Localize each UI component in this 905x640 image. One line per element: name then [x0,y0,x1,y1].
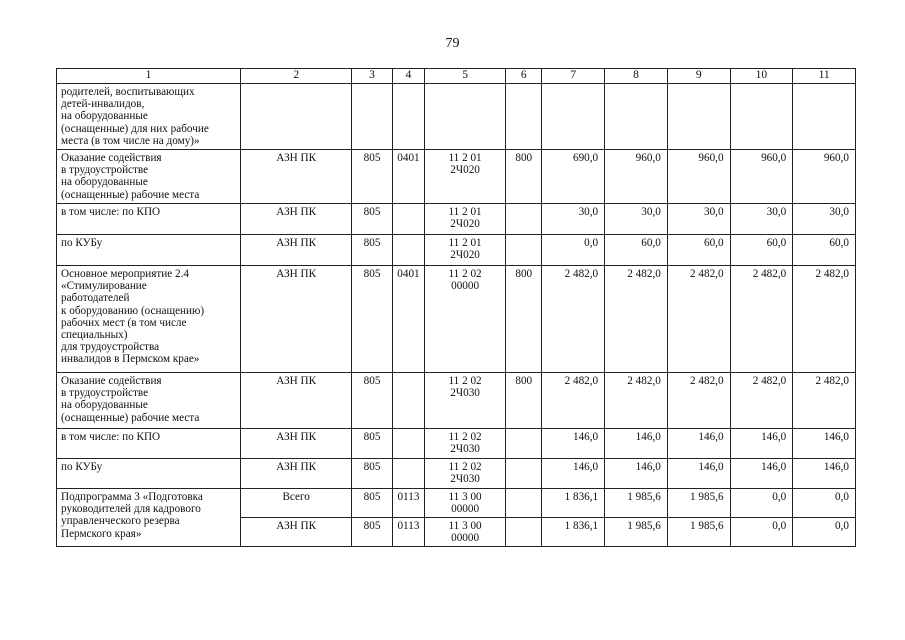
amount-cell [667,235,730,266]
item-name-cell-line: по КУБу [61,461,103,473]
target-article-cell-line: 2Ч020 [450,164,480,177]
admin-cell [241,429,352,459]
admin-cell-text: АЗН ПК [276,431,317,443]
item-name-cell-line: рабочих мест (в том числе [61,316,187,329]
target-article-cell [425,84,506,150]
subsection-code-cell-text [393,459,424,461]
subsection-code-cell-text [393,429,424,431]
amount-cell [667,84,730,150]
item-name-cell-line: детей-инвалидов, [61,98,145,111]
item-name-cell [57,373,241,429]
item-name-cell-line: для трудоустройства [61,341,160,354]
target-article-cell [425,266,506,373]
amount-cell-text [668,84,730,86]
table-row [57,84,856,150]
column-header: 8 [605,69,668,84]
expense-type-cell-text [506,489,541,491]
subsection-code-cell-text: 0113 [397,520,420,532]
section-code-cell [352,235,392,266]
column-header-row [57,69,856,84]
amount-cell-text: 2 482,0 [815,268,849,280]
item-name-cell-line: в трудоустройстве [61,164,149,177]
target-article-cell-line: 11 2 02 [448,268,482,280]
amount-cell-text: 2 482,0 [564,268,599,280]
admin-cell [241,150,352,204]
section-code-cell-text: 805 [363,152,381,164]
target-article-cell-text [425,489,505,515]
target-article-cell-line: 11 2 02 [448,431,482,443]
admin-cell-text: Всего [282,491,310,503]
amount-cell [667,204,730,235]
item-name-cell-line: на оборудованные [61,110,148,123]
amount-cell-text: 1 985,6 [689,491,724,503]
amount-cell [730,489,793,518]
expense-type-cell-text [506,204,541,206]
subsection-code-cell-text: 0113 [397,491,420,503]
expense-type-cell-text: 800 [515,152,533,164]
amount-cell [793,84,856,150]
item-name-cell-line: родителей, воспитывающих [61,86,195,98]
amount-cell [730,204,793,235]
admin-cell-text: АЗН ПК [276,268,317,280]
amount-cell-text: 30,0 [578,206,599,218]
section-code-cell [352,489,392,518]
amount-cell [605,235,668,266]
amount-cell [793,518,856,547]
amount-cell [542,489,605,518]
amount-cell [542,459,605,489]
amount-cell [542,266,605,373]
item-name-cell-line: (оснащенные) рабочие места [61,188,200,201]
target-article-cell-line: 00000 [451,280,480,293]
section-code-cell [352,429,392,459]
table-row [57,429,856,459]
target-article-cell-text [425,459,505,485]
target-article-cell-line: 2Ч030 [450,387,480,400]
target-article-cell-text [425,429,505,455]
expense-type-cell [506,373,542,429]
amount-cell [667,429,730,459]
amount-cell [730,518,793,547]
expense-type-cell [506,84,542,150]
amount-cell [793,235,856,266]
target-article-cell-line: 11 2 01 [448,152,482,164]
target-article-cell-line: 11 2 01 [448,206,482,218]
budget-table [56,68,856,547]
subsection-code-cell-text [393,373,424,375]
amount-cell-text: 690,0 [572,152,599,164]
amount-cell [542,204,605,235]
section-code-cell-text [352,84,391,86]
item-name-cell-text [57,204,240,218]
amount-cell [793,150,856,204]
item-name-cell-line: Основное мероприятие 2.4 [61,268,189,280]
amount-cell [605,373,668,429]
amount-cell-text: 146,0 [761,431,787,443]
admin-cell [241,266,352,373]
amount-cell-text: 146,0 [823,431,849,443]
amount-cell [793,204,856,235]
column-header: 5 [425,69,506,84]
admin-cell-text: АЗН ПК [276,206,317,218]
amount-cell-text: 2 482,0 [815,375,849,387]
subsection-code-cell [392,150,424,204]
amount-cell-text: 30,0 [766,206,787,218]
target-article-cell-line: 2Ч030 [450,443,480,456]
amount-cell-text: 30,0 [641,206,661,218]
amount-cell-text: 0,0 [835,520,849,532]
subsection-code-cell [392,235,424,266]
amount-cell [542,373,605,429]
target-article-cell-text [425,373,505,399]
target-article-cell-line: 11 2 02 [448,375,482,387]
section-code-cell [352,204,392,235]
target-article-cell [425,235,506,266]
amount-cell [730,235,793,266]
column-header: 4 [392,69,424,84]
expense-type-cell-text [506,518,541,520]
item-name-cell [57,459,241,489]
table-row [57,235,856,266]
expense-type-cell-text [506,429,541,431]
target-article-cell-line: 11 2 01 [448,237,482,249]
item-name-cell-line: «Стимулирование [61,280,147,293]
amount-cell-text: 960,0 [635,152,661,164]
item-name-cell-line: (оснащенные) для них рабочие [61,122,209,135]
section-code-cell [352,373,392,429]
target-article-cell-line: 11 2 02 [448,461,482,473]
amount-cell [730,373,793,429]
target-article-cell-line: 00000 [451,532,480,545]
table-row [57,489,856,518]
column-header: 9 [667,69,730,84]
admin-cell-text: АЗН ПК [276,520,317,532]
target-article-cell-line: 00000 [451,503,480,516]
table-row [57,150,856,204]
amount-cell [667,266,730,373]
amount-cell [730,150,793,204]
amount-cell-text [731,84,793,86]
amount-cell-text: 1 836,1 [564,520,599,532]
column-header: 10 [730,69,793,84]
target-article-cell [425,518,506,547]
column-header: 3 [352,69,392,84]
subsection-code-cell [392,489,424,518]
section-code-cell-text: 805 [363,431,381,443]
amount-cell-text: 1 985,6 [627,520,661,532]
item-name-cell-text [57,489,240,540]
amount-cell [542,429,605,459]
target-article-cell-line: 2Ч030 [450,473,480,486]
section-code-cell [352,518,392,547]
item-name-cell-line: (оснащенные) рабочие места [61,411,200,424]
section-code-cell-text: 805 [363,237,381,249]
section-code-cell-text: 805 [363,491,381,503]
target-article-cell-line: 2Ч020 [450,218,480,231]
item-name-cell-text [57,235,240,249]
admin-cell-text: АЗН ПК [276,461,317,473]
column-header: 2 [241,69,352,84]
item-name-cell [57,266,241,373]
item-name-cell [57,235,241,266]
item-name-cell-text [57,266,240,366]
amount-cell-text: 146,0 [572,461,599,473]
amount-cell-text: 60,0 [641,237,661,249]
item-name-cell-line: руководителей для кадрового [61,503,201,516]
target-article-cell-text [425,266,505,292]
section-code-cell-text: 805 [363,461,381,473]
admin-cell-text: АЗН ПК [276,152,317,164]
amount-cell [730,429,793,459]
amount-cell-text: 960,0 [761,152,787,164]
item-name-cell-line: Оказание содействия [61,375,162,387]
expense-type-cell [506,150,542,204]
expense-type-cell [506,429,542,459]
item-name-cell [57,429,241,459]
amount-cell [605,204,668,235]
amount-cell [793,459,856,489]
amount-cell-text: 30,0 [703,206,724,218]
section-code-cell [352,150,392,204]
table-row [57,266,856,373]
section-code-cell-text: 805 [363,206,381,218]
item-name-cell-line: специальных) [61,329,128,342]
item-name-cell [57,84,241,150]
item-name-cell-line: на оборудованные [61,176,148,189]
amount-cell [542,150,605,204]
target-article-cell [425,373,506,429]
amount-cell [605,518,668,547]
amount-cell-text: 146,0 [698,431,724,443]
admin-cell-text [241,84,351,86]
item-name-cell-text [57,429,240,443]
item-name-cell-line: Подпрограмма 3 «Подготовка [61,491,203,503]
amount-cell-text: 146,0 [635,431,661,443]
amount-cell [605,84,668,150]
admin-cell-text: АЗН ПК [276,375,317,387]
item-name-cell-line: по КУБу [61,237,103,249]
amount-cell [605,489,668,518]
amount-cell [605,459,668,489]
table-body [57,84,856,547]
expense-type-cell-text [506,235,541,237]
item-name-cell-line: к оборудованию (оснащению) [61,304,205,317]
expense-type-cell [506,266,542,373]
admin-cell [241,84,352,150]
amount-cell [667,373,730,429]
expense-type-cell [506,235,542,266]
column-header: 7 [542,69,605,84]
item-name-cell-line: в том числе: по КПО [61,206,161,218]
amount-cell [667,150,730,204]
section-code-cell-text: 805 [363,268,381,280]
amount-cell-text [605,84,667,86]
section-code-cell [352,84,392,150]
amount-cell [730,84,793,150]
amount-cell-text: 0,0 [772,520,787,532]
amount-cell-text [542,84,604,86]
target-article-cell-text [425,518,505,544]
amount-cell [793,429,856,459]
table-row [57,204,856,235]
item-name-cell-line: места (в том числе на дому)» [61,134,200,147]
section-code-cell-text: 805 [363,520,381,532]
expense-type-cell-text: 800 [515,375,533,387]
admin-cell [241,489,352,518]
target-article-cell [425,459,506,489]
amount-cell-text: 2 482,0 [627,268,661,280]
item-name-cell-text [57,150,240,201]
expense-type-cell-text: 800 [515,268,533,280]
admin-cell [241,518,352,547]
item-name-cell-text [57,459,240,473]
expense-type-cell [506,204,542,235]
amount-cell-text: 2 482,0 [564,375,599,387]
amount-cell [605,266,668,373]
admin-cell [241,373,352,429]
item-name-cell-line: Оказание содействия [61,152,162,164]
subsection-code-cell [392,266,424,373]
target-article-cell-text [425,204,505,230]
expense-type-cell-text [506,459,541,461]
amount-cell [542,235,605,266]
item-name-cell [57,204,241,235]
item-name-cell-text [57,84,240,147]
table-row [57,373,856,429]
subsection-code-cell [392,429,424,459]
amount-cell-text: 60,0 [703,237,724,249]
amount-cell [667,459,730,489]
amount-cell-text: 146,0 [698,461,724,473]
section-code-cell [352,459,392,489]
target-article-cell-line: 2Ч020 [450,249,480,262]
amount-cell-text: 1 985,6 [627,491,661,503]
subsection-code-cell [392,373,424,429]
section-code-cell-text: 805 [363,375,381,387]
target-article-cell [425,204,506,235]
subsection-code-cell-text: 0401 [397,152,420,164]
admin-cell [241,235,352,266]
amount-cell-text: 146,0 [635,461,661,473]
item-name-cell-text [57,373,240,424]
item-name-cell [57,489,241,547]
item-name-cell-line: Пермского края» [61,527,142,540]
amount-cell [793,373,856,429]
amount-cell-text: 2 482,0 [752,375,787,387]
column-header: 11 [793,69,856,84]
target-article-cell-line: 11 3 00 [448,520,482,532]
section-code-cell [352,266,392,373]
amount-cell-text: 146,0 [761,461,787,473]
subsection-code-cell [392,518,424,547]
amount-cell [605,150,668,204]
amount-cell-text: 30,0 [829,206,849,218]
amount-cell-text: 2 482,0 [689,375,724,387]
subsection-code-cell-text [393,235,424,237]
amount-cell-text: 0,0 [772,491,787,503]
admin-cell-text: АЗН ПК [276,237,317,249]
expense-type-cell-text [506,84,541,86]
target-article-cell [425,429,506,459]
amount-cell-text: 0,0 [584,237,599,249]
amount-cell [542,518,605,547]
target-article-cell-line: 11 3 00 [448,491,482,503]
amount-cell-text: 2 482,0 [689,268,724,280]
amount-cell [667,489,730,518]
item-name-cell-line: управленческого резерва [61,515,180,528]
subsection-code-cell-text [393,204,424,206]
item-name-cell [57,150,241,204]
amount-cell [605,429,668,459]
amount-cell-text: 960,0 [698,152,724,164]
item-name-cell-line: в том числе: по КПО [61,431,161,443]
subsection-code-cell [392,459,424,489]
subsection-code-cell-text [393,84,424,86]
admin-cell [241,204,352,235]
amount-cell-text: 2 482,0 [752,268,787,280]
amount-cell [667,518,730,547]
amount-cell-text: 60,0 [766,237,787,249]
amount-cell-text: 2 482,0 [627,375,661,387]
amount-cell-text: 0,0 [835,491,849,503]
amount-cell-text [793,84,855,86]
item-name-cell-line: в трудоустройстве [61,387,149,400]
target-article-cell-text [425,84,505,86]
table-row [57,459,856,489]
subsection-code-cell-text: 0401 [397,268,420,280]
amount-cell-text: 960,0 [823,152,849,164]
amount-cell-text: 146,0 [823,461,849,473]
expense-type-cell [506,459,542,489]
column-header: 1 [57,69,241,84]
item-name-cell-line: инвалидов в Пермском крае» [61,353,200,366]
amount-cell [542,84,605,150]
target-article-cell [425,489,506,518]
amount-cell [793,266,856,373]
column-header: 6 [506,69,542,84]
page-number: 79 [445,36,460,51]
amount-cell [730,459,793,489]
amount-cell [793,489,856,518]
amount-cell-text: 1 836,1 [564,491,599,503]
item-name-cell-line: на оборудованные [61,399,148,412]
target-article-cell-text [425,235,505,261]
expense-type-cell [506,518,542,547]
target-article-cell-text [425,150,505,176]
expense-type-cell [506,489,542,518]
target-article-cell [425,150,506,204]
subsection-code-cell [392,204,424,235]
amount-cell-text: 60,0 [829,237,849,249]
admin-cell [241,459,352,489]
amount-cell [730,266,793,373]
amount-cell-text: 1 985,6 [689,520,724,532]
amount-cell-text: 146,0 [572,431,599,443]
item-name-cell-line: работодателей [61,292,130,305]
subsection-code-cell [392,84,424,150]
